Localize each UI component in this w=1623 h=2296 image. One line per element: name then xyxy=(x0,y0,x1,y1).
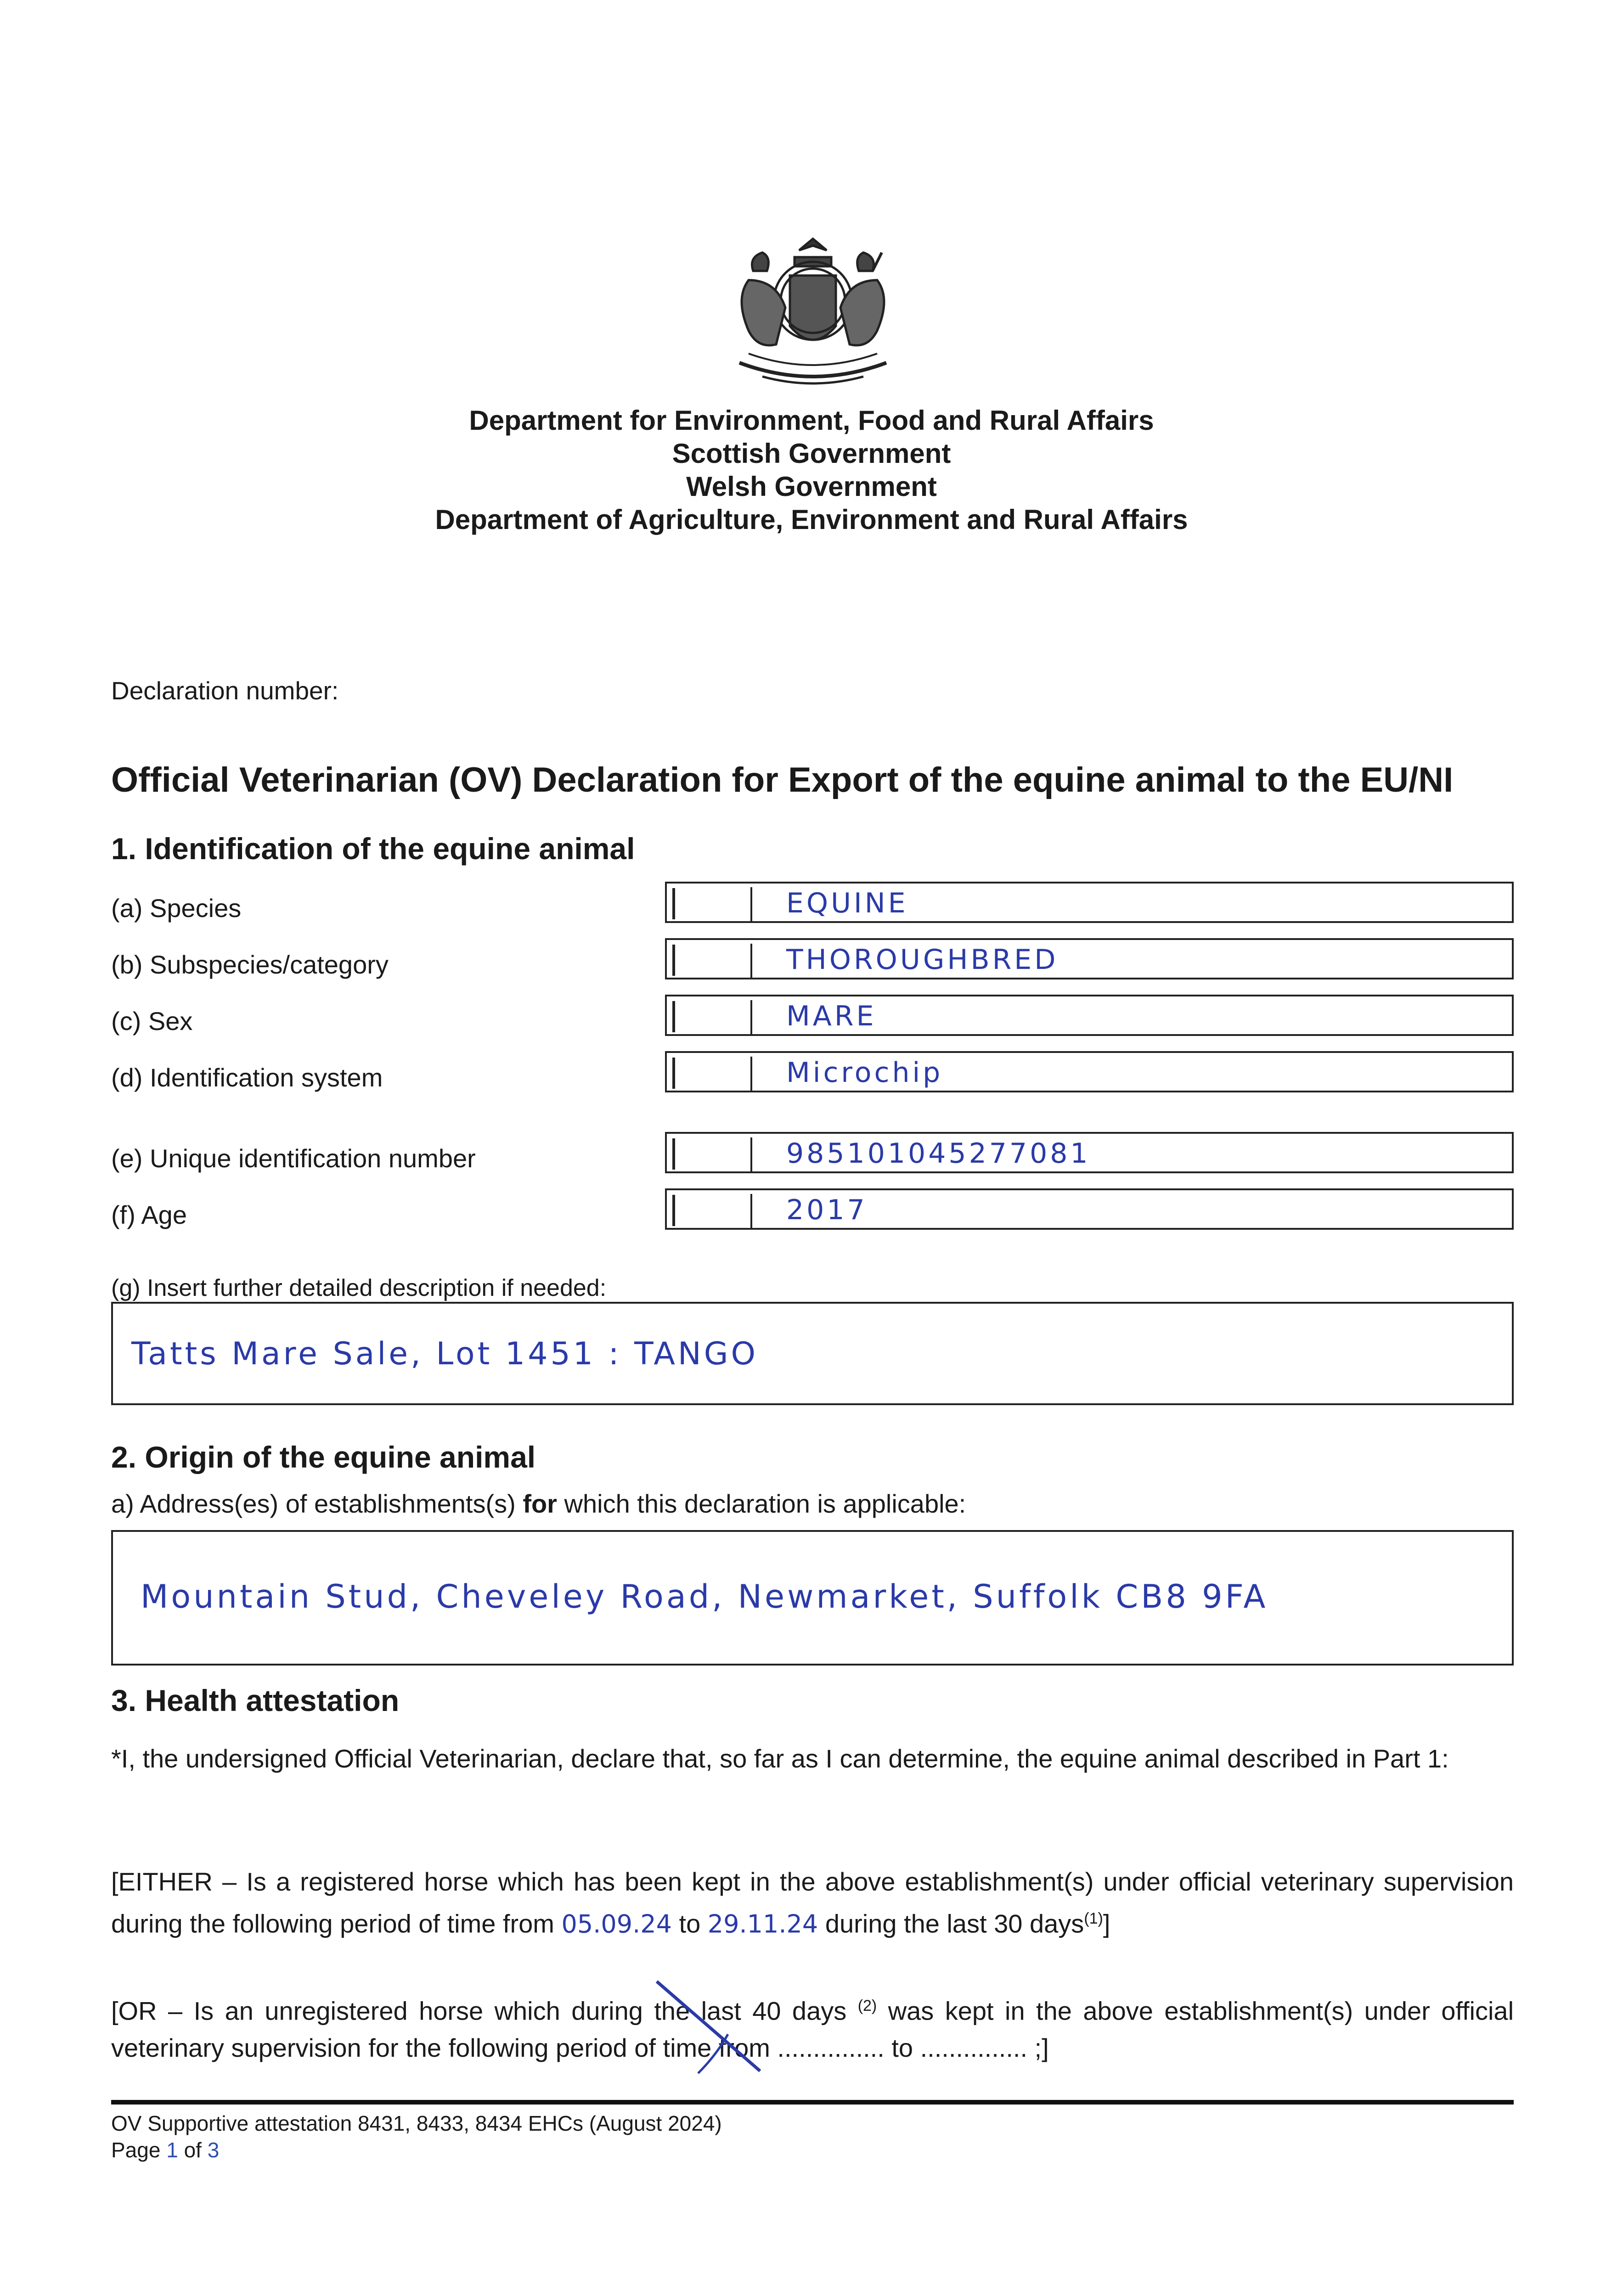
section1-heading: 1. Identification of the equine animal xyxy=(111,832,635,866)
either-footnote: (1) xyxy=(1084,1910,1103,1927)
either-from-date: 05.09.24 xyxy=(561,1909,672,1939)
page-number xyxy=(111,2137,722,2163)
field-divider xyxy=(750,887,752,921)
or-text-1: [OR – Is an unregistered horse which during the last 40 days xyxy=(111,1996,847,2026)
subspecies-value: THOROUGHBRED xyxy=(786,944,1059,976)
address-box[interactable] xyxy=(111,1530,1514,1666)
field-divider xyxy=(750,1194,752,1228)
footer xyxy=(111,2110,722,2163)
address-label xyxy=(111,1489,966,1519)
department-line: Welsh Government xyxy=(686,471,937,502)
species-value: EQUINE xyxy=(786,887,908,919)
checkbox-mark xyxy=(672,1001,675,1032)
identification-system-field[interactable] xyxy=(665,1051,1514,1092)
unique-id-field[interactable] xyxy=(665,1132,1514,1173)
either-to-word: to xyxy=(679,1909,701,1938)
age-label: (f) Age xyxy=(111,1200,187,1229)
either-to-date: 29.11.24 xyxy=(707,1909,818,1939)
further-description-label: (g) Insert further detailed description if needed: xyxy=(111,1275,607,1301)
or-text-2: was kept in the above establishment(s) under official veterinary supervision for the following period of time from ............... to ............... ;] xyxy=(111,1996,1514,2062)
sex-label: (c) Sex xyxy=(111,1007,193,1035)
or-footnote: (2) xyxy=(857,1997,877,2015)
department-line: Department of Agriculture, Environment and Rural Affairs xyxy=(435,504,1188,535)
footer-rule xyxy=(111,2100,1514,2105)
sex-value: MARE xyxy=(786,1000,877,1032)
or-clause xyxy=(111,1987,1514,2066)
checkbox-mark xyxy=(672,1058,675,1089)
strike-through-mark xyxy=(648,1975,767,2080)
checkbox-mark xyxy=(672,1195,675,1226)
of-word: of xyxy=(184,2138,202,2162)
address-label-bold: for xyxy=(523,1489,557,1518)
declaration-number-label: Declaration number: xyxy=(111,676,339,705)
attestation-intro: *I, the undersigned Official Veterinarian, declare that, so far as I can determine, the equine animal described in Part 1: xyxy=(111,1744,1449,1773)
identification-system-label: (d) Identification system xyxy=(111,1063,383,1092)
section2-heading: 2. Origin of the equine animal xyxy=(111,1440,536,1474)
royal-coat-of-arms-logo xyxy=(721,225,905,395)
field-divider xyxy=(750,1000,752,1034)
further-description-value: Tatts Mare Sale, Lot 1451 : TANGO xyxy=(131,1336,758,1372)
unique-id-value: 985101045277081 xyxy=(786,1137,1091,1170)
page-title: Official Veterinarian (OV) Declaration for Export of the equine animal to the EU/NI xyxy=(111,760,1454,799)
checkbox-mark xyxy=(672,1138,675,1170)
field-divider xyxy=(750,944,752,978)
either-close: ] xyxy=(1103,1909,1110,1938)
address-label-text: which this declaration is applicable: xyxy=(557,1489,966,1518)
section3-heading: 3. Health attestation xyxy=(111,1683,400,1717)
either-clause xyxy=(111,1863,1514,1943)
either-text: [EITHER – Is a registered horse which has been kept in the above establishment(s) under official veterinary supervision during the following period of time from xyxy=(111,1867,1514,1938)
footer-document-ref: OV Supportive attestation 8431, 8433, 8434 EHCs (August 2024) xyxy=(111,2111,722,2135)
age-value: 2017 xyxy=(786,1194,868,1226)
identification-system-value: Microchip xyxy=(786,1057,943,1089)
either-end: during the last 30 days xyxy=(825,1909,1084,1938)
address-value: Mountain Stud, Cheveley Road, Newmarket, Suffolk CB8 9FA xyxy=(141,1578,1268,1615)
page-word: Page xyxy=(111,2138,161,2162)
field-divider xyxy=(750,1137,752,1171)
checkbox-mark xyxy=(672,945,675,976)
species-label: (a) Species xyxy=(111,894,242,923)
department-header xyxy=(0,404,1623,536)
subspecies-field[interactable] xyxy=(665,938,1514,979)
species-field[interactable] xyxy=(665,882,1514,923)
page-total: 3 xyxy=(207,2138,220,2162)
age-field[interactable] xyxy=(665,1188,1514,1230)
further-description-box[interactable] xyxy=(111,1302,1514,1405)
department-line: Scottish Government xyxy=(672,438,951,469)
page-current: 1 xyxy=(166,2138,178,2162)
field-divider xyxy=(750,1057,752,1091)
unique-id-label: (e) Unique identification number xyxy=(111,1144,476,1173)
address-label-text: a) Address(es) of establishments(s) xyxy=(111,1489,523,1518)
checkbox-mark xyxy=(672,888,675,919)
department-line: Department for Environment, Food and Rural Affairs xyxy=(469,405,1154,436)
sex-field[interactable] xyxy=(665,995,1514,1036)
subspecies-label: (b) Subspecies/category xyxy=(111,950,389,979)
